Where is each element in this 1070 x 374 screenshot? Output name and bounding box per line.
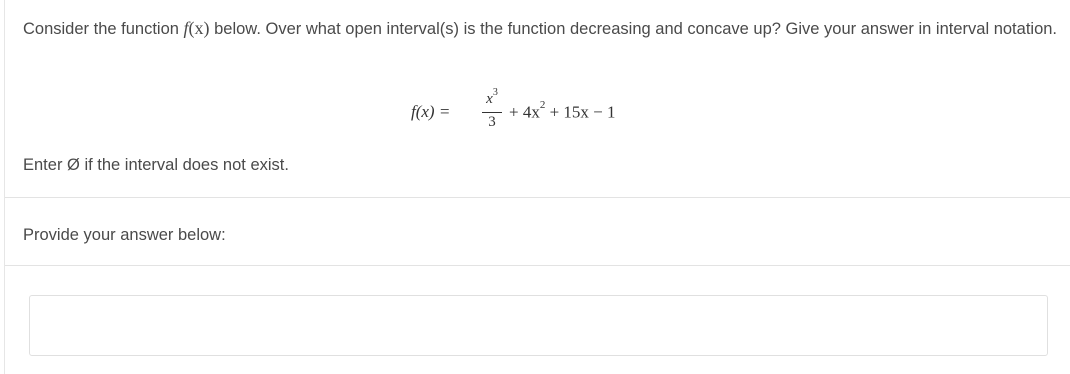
answer-prompt: Provide your answer below:	[23, 226, 226, 244]
numerator-exponent: 3	[492, 87, 498, 98]
question-text-before: Consider the function	[23, 20, 184, 38]
formula-rhs	[509, 99, 616, 123]
formula-term-rest: + 15x − 1	[549, 102, 616, 122]
formula-term-exponent: 2	[539, 99, 546, 111]
numerator-var: x	[486, 91, 493, 107]
formula-term-1: + 4x	[509, 102, 540, 122]
question-text-after: below. Over what open interval(s) is the function decreasing and concave up? Give your answer in interval notation.	[209, 20, 1058, 38]
answer-input[interactable]	[29, 295, 1048, 356]
question-text	[23, 16, 1063, 42]
fraction-numerator	[481, 86, 503, 108]
section-divider	[5, 265, 1070, 266]
formula-fraction	[481, 86, 503, 130]
section-divider	[5, 197, 1070, 198]
function-arg: (x)	[188, 18, 210, 38]
formula-lhs: f(x) =	[411, 102, 451, 121]
empty-set-note: Enter Ø if the interval does not exist.	[23, 156, 289, 174]
function-name: f	[183, 18, 189, 38]
fraction-bar	[482, 112, 502, 113]
fraction-denominator: 3	[488, 114, 496, 130]
